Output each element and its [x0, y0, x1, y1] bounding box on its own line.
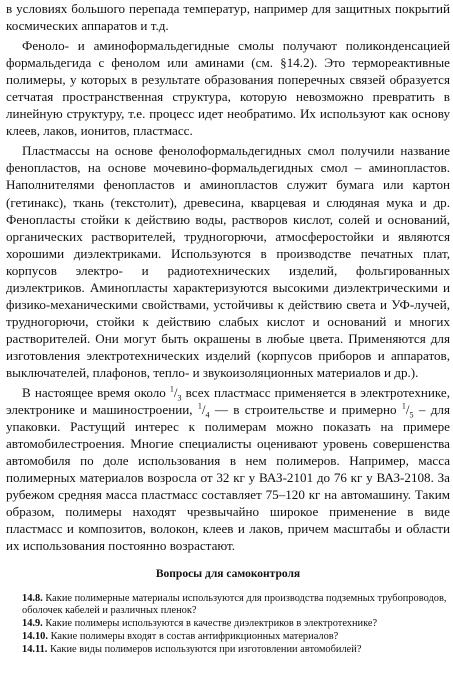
question-item — [6, 618, 450, 631]
fraction-numerator: 1 — [169, 384, 174, 394]
question-item — [6, 631, 450, 644]
section-heading: Вопросы для самоконтроля — [155, 567, 301, 580]
question-item — [6, 644, 450, 657]
question-number: 14.8. — [22, 592, 43, 604]
fraction-denominator: 5 — [409, 410, 414, 420]
paragraph-applications: В настоящее время около $^1/_3$ всех пластмасс применяется в электротехнике, электронике и машиностроении, $^1/_4$ — в строительстве и примерно $^1/_5$ – для упаковки. Растущий интерес к полимерам можно показать на примере автомобилестроения. Многие специалисты оценивают уровень совершенства автомобиля по доле использования в нем полимеров. Например, масса полимерных материалов возросла от 32 кг у ВАЗ-2101 до 76 кг у ВАЗ-2108. За рубежом средняя масса пластмасс составляет 75–120 кг на автомашину. Таким образом, полимеры находят чрезвычайно широкое применение в виде пластмасс и композитов, волокон, клеев и лаков, причем масштабы и области их использования постоянно возрастают. — [6, 384, 450, 554]
paragraph-continued: в условиях большого перепада температур, например для защитных покрытий космических аппаратов и т.д. — [6, 1, 450, 34]
text-segment: В настоящее время около — [22, 385, 170, 401]
question-item — [6, 593, 450, 619]
fraction-denominator: 3 — [177, 393, 182, 403]
fraction-denominator: 4 — [205, 410, 210, 420]
text-segment: всех пластмасс применяется в электротехнике, электронике и машиностроении, — [6, 385, 450, 418]
question-text: Какие полимеры входят в состав антифрикционных материалов? — [50, 631, 339, 643]
question-text: Какие полимеры используются в качестве диэлектриков в электротехнике? — [45, 618, 378, 630]
paragraph-phenol-resins: Феноло- и аминоформальдегидные смолы получают поликонденсацией формальдегида с фенолом или аминами (см. §14.2). Это термореактивные полимеры, у которых в результате образования поперечных связей образуется сетчатая пространственная структура, которую невозможно превратить в линейную структуру, т.е. процесс идет необратимо. Их используют как основу клеев, лаков, ионитов, пластмасс. — [6, 38, 450, 139]
paragraph-phenoplasts: Пластмассы на основе фенолоформальдегидных смол получили название фенопластов, на основе мочевино-формальдегидных смол – аминопластов. Наполнителями фенопластов и аминопластов служит бумага или картон (гетинакс), ткань (текстолит), древесина, кварцевая и слюдяная мука и др. Фенопласты стойки к действию воды, растворов кислот, солей и оснований, органических растворителей, трудногорючи, атмосферостойки и являются хорошими диэлектриками. Используются в производстве печатных плат, корпусов электро- и радиотехнических изделий, фольгированных диэлектриков. Аминопласты характеризуются высокими диэлектрическими и физико-механическими свойствами, устойчивы к действию света и УФ-лучей, трудногорючи, стойки к действию слабых кислот и оснований и многих растворителей. Они могут быть окрашены в любые цвета. Применяются для изготовления электротехнических изделий (корпусов приборов и аппаратов, выключателей, плафонов, тепло- и звукоизоляционных материалов и др.). — [6, 143, 450, 380]
text-segment: – для упаковки. Растущий интерес к полимерам можно показать на примере автомобилестроения. Многие специалисты оценивают уровень совершенства автомобиля по доле использования в нем полимеров. Например, масса полимерных материалов возросла от 32 кг у ВАЗ-2101 до 76 кг у ВАЗ-2108. За рубежом средняя масса пластмасс составляет 75–120 кг на автомашину. Таким образом, полимеры находят чрезвычайно широкое применение в виде пластмасс и композитов, волокон, клеев и лаков, причем масштабы и области их использования постоянно возрастают. — [6, 402, 450, 554]
question-number: 14.10. — [22, 631, 48, 643]
question-text: Какие полимерные материалы используются для производства подземных трубопроводов, оболочек кабелей и различных пленок? — [22, 592, 447, 617]
fraction-numerator: 1 — [401, 401, 406, 411]
text-segment: — в строительстве и примерно — [209, 402, 402, 418]
question-number: 14.9. — [22, 618, 43, 630]
fraction-numerator: 1 — [197, 401, 202, 411]
question-text: Какие виды полимеров используются при изготовлении автомобилей? — [50, 644, 362, 656]
document-page — [6, 0, 450, 678]
questions-list — [6, 593, 450, 658]
question-number: 14.11. — [22, 644, 48, 656]
